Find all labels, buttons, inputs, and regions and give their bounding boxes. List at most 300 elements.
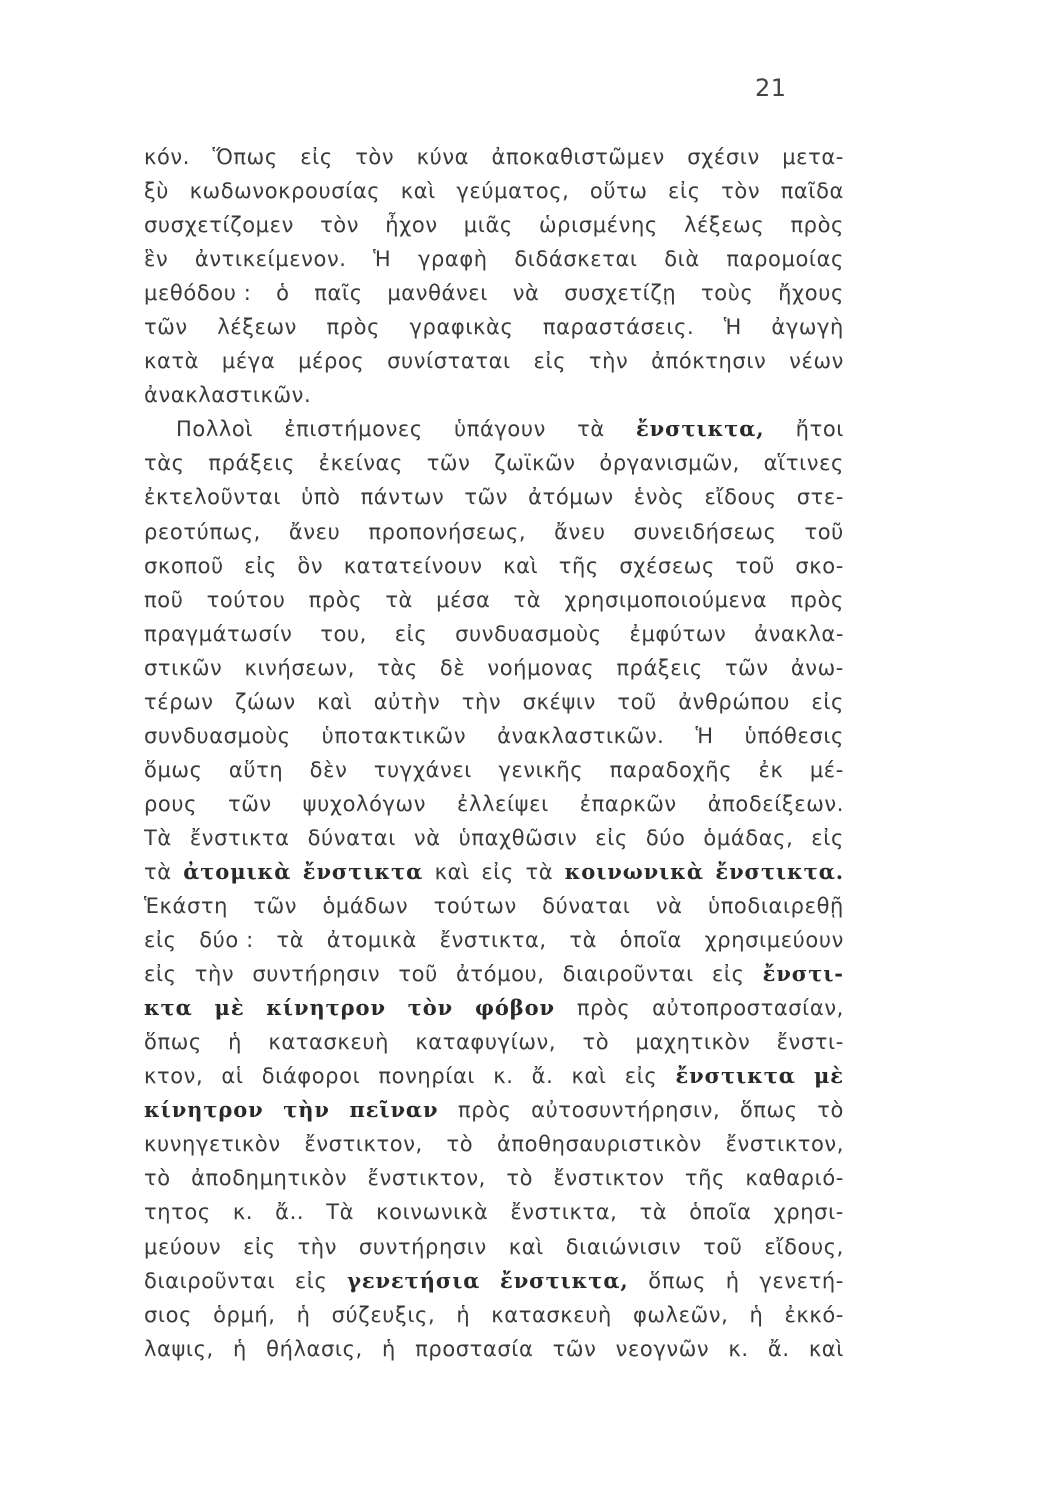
word: ὑπαχθῶσιν (458, 825, 578, 850)
word: τὰ (276, 928, 305, 953)
word: Ἡ (695, 723, 714, 748)
emphasized-word: τὸν (407, 995, 454, 1021)
word: δύο : (199, 928, 254, 953)
word: τῶν (426, 451, 471, 476)
word: καὶ (808, 1336, 844, 1361)
word: λαψις, (144, 1336, 214, 1361)
word: ἤχους (778, 281, 844, 306)
word: ἀτόμου, (455, 962, 545, 987)
emphasized-word: κίνητρον (266, 995, 386, 1021)
word: ποῦ (144, 587, 184, 612)
word: ἓν (144, 247, 169, 272)
word: εἰς (595, 825, 628, 850)
word: τὴν (297, 1234, 338, 1259)
word: τούτου (206, 587, 286, 612)
word: παρομοίας (726, 247, 844, 272)
word: χρησιμεύουν (704, 928, 844, 953)
word: τὰς (144, 451, 185, 476)
word: τὸ (817, 1098, 844, 1123)
word: τὴν (194, 962, 235, 987)
word: μαχητικὸν (635, 1030, 751, 1055)
word: ἤτοι (795, 417, 844, 442)
word: μιᾶς (463, 213, 513, 238)
word: συσχετίζομεν (144, 213, 294, 238)
word: καὶ (400, 179, 436, 204)
word: ὑπὸ (301, 485, 341, 510)
word: εἰς (243, 1234, 276, 1259)
word: ἐπιστήμονες (284, 417, 423, 442)
word: ζωϊκῶν (494, 451, 576, 476)
word: γενετή- (759, 1268, 844, 1293)
emphasized-word: ἀτομικὰ (183, 858, 292, 884)
word: παραστάσεις. (542, 315, 695, 340)
word: συνδυασμοὺς (455, 621, 602, 646)
word: κυνηγετικὸν (144, 1132, 281, 1157)
word: καὶ (508, 1234, 544, 1259)
word: συντήρησιν (252, 962, 381, 987)
word: ἀποθησαυριστικὸν (496, 1132, 702, 1157)
word: σχέσεως (619, 553, 715, 578)
text-line (144, 1127, 844, 1161)
word: καθαριό- (745, 1166, 844, 1191)
word: τὸ (506, 1166, 534, 1191)
word: μανθάνει (387, 281, 488, 306)
word: τὸ (144, 1166, 171, 1191)
word: ἐμφύτων (629, 621, 727, 646)
word: τὸν (320, 213, 360, 238)
text-line (144, 1264, 844, 1298)
word: εἰς (811, 825, 844, 850)
word: ὅπως (648, 1268, 707, 1293)
word: ἀποκαθιστῶμεν (491, 145, 665, 169)
word: δύναται (307, 825, 396, 850)
word: τοὺς (701, 281, 754, 306)
word: μέγα (221, 349, 276, 374)
word: Ἡ (373, 247, 392, 272)
word: Ἡ (723, 315, 742, 340)
word: ἀνω- (790, 655, 844, 680)
word: τῶν (724, 655, 769, 680)
word: κινήσεων, (244, 655, 356, 680)
text-line (144, 242, 844, 276)
text-line (144, 412, 844, 446)
text-line (144, 1025, 844, 1059)
word: ἐλλείψει (457, 791, 549, 816)
text-line (144, 685, 844, 719)
word: ἄ.. (275, 1200, 305, 1225)
word: εἴδους, (764, 1234, 844, 1259)
text-line (144, 549, 844, 583)
word: ἄνευ (288, 519, 341, 544)
word: τῶν (144, 315, 188, 340)
word: ἀπόκτησιν (651, 349, 767, 374)
word: κ. (232, 1200, 254, 1225)
word: νεογνῶν (615, 1336, 710, 1361)
emphasized-word: πεῖναν (349, 1097, 439, 1123)
word: καὶ (434, 859, 470, 884)
word: Τὰ (144, 825, 172, 850)
word: ρους (144, 791, 198, 816)
word: σύζευξις, (331, 1302, 436, 1327)
word: ἀποδείξεων. (707, 791, 844, 816)
word: νὰ (413, 825, 441, 850)
word: τέρων (144, 689, 214, 714)
word: εἰς (144, 928, 177, 953)
word: γραφικὰς (409, 315, 514, 340)
word: κωδωνοκρουσίας (189, 179, 381, 204)
word: ὅπως (739, 1098, 798, 1123)
word: μεύουν (144, 1234, 222, 1259)
body-text (144, 140, 844, 1366)
word: ἦχον (385, 213, 438, 238)
page-number: 21 (755, 74, 787, 102)
word: Ὅπως (212, 145, 278, 169)
text-line (144, 923, 844, 957)
emphasized-word: ἔνστικτα (675, 1063, 796, 1089)
text-line (144, 1230, 844, 1264)
emphasized-word: ἔνστικτα, (635, 416, 765, 442)
word: καὶ (571, 1064, 607, 1089)
word: δὲ (439, 655, 466, 680)
word: ἀτόμων (528, 485, 614, 510)
word: εἴδους (704, 485, 777, 510)
text-line (144, 957, 844, 991)
word: εἰς (394, 621, 428, 646)
word: εἰς (144, 962, 177, 987)
word: ἡ (296, 1302, 311, 1327)
text-line (144, 719, 844, 753)
word: τῆς (558, 553, 599, 578)
word: μέρος (298, 349, 365, 374)
word: πρὸς (458, 1098, 512, 1123)
word: ἐκ (758, 757, 784, 782)
word: ἄνευ (554, 519, 606, 544)
word: ἐκείνας (318, 451, 403, 476)
word: τῆς (684, 1166, 725, 1191)
word: ἔνστικτον, (304, 1132, 423, 1157)
word: τῶν (464, 485, 509, 510)
word: συσχετίζῃ (564, 281, 677, 306)
word: παῖς (314, 281, 363, 306)
word: νέων (789, 349, 844, 374)
word: τὰ (385, 587, 413, 612)
word: πρὸς (326, 315, 381, 340)
word: αὐτοπροστασίαν, (652, 996, 844, 1021)
word: αἱ (221, 1064, 244, 1089)
emphasized-word: ἔνστικτα, (500, 1267, 629, 1293)
word: τοῦ (617, 689, 657, 714)
word: διαιροῦνται (562, 962, 694, 987)
text-line (144, 310, 844, 344)
word: μεθόδου : (144, 281, 252, 306)
emphasized-word: τὴν (283, 1097, 330, 1123)
word: εἰς (711, 962, 745, 987)
word: ἄ. (531, 1064, 554, 1089)
word: λέξεων (217, 315, 297, 340)
word: ἡ (233, 1336, 247, 1361)
word: νὰ (512, 281, 540, 306)
emphasized-word: κίνητρον (144, 1097, 264, 1123)
word: κατασκευὴ (268, 1030, 389, 1055)
word: ὑποδιαιρεθῇ (707, 894, 844, 919)
word: συνδυασμοὺς (144, 723, 291, 748)
word: τοῦ (735, 553, 775, 578)
word: ὁποῖα (619, 928, 682, 953)
text-line (144, 617, 844, 651)
word: τὸ (582, 1030, 610, 1055)
word: πραγμάτωσίν (144, 621, 293, 646)
word: αὕτη (228, 757, 284, 782)
word: τῶν (253, 894, 298, 919)
word: χρησιμοποιούμενα (564, 587, 768, 612)
word: ὡρισμένης (538, 213, 658, 238)
word: κατὰ (144, 349, 200, 374)
word: σκέψιν (522, 689, 596, 714)
word: σχέσιν (687, 145, 760, 169)
word: σιος (144, 1302, 192, 1327)
word: μέ- (809, 757, 844, 782)
word: ἀγωγὴ (771, 315, 844, 340)
word: σκο- (795, 553, 844, 578)
word: τὰ (569, 928, 598, 953)
word: τὸν (355, 145, 395, 169)
word: ὑποτακτικῶν (321, 723, 467, 748)
word: διὰ (664, 247, 700, 272)
word: κύνα (416, 145, 470, 169)
word: θήλασις, (266, 1336, 363, 1361)
word: συνειδήσεως (633, 519, 777, 544)
word: ψυχολόγων (302, 791, 427, 816)
word: εἰς (300, 145, 333, 169)
text-line (144, 1195, 844, 1229)
word: εἰς (294, 1268, 328, 1293)
word: ρεοτύπως, (144, 519, 261, 544)
word: τοῦ (398, 962, 438, 987)
word: εἰς (668, 179, 701, 204)
word: σκοποῦ (144, 553, 224, 578)
word: τῶν (227, 791, 272, 816)
emphasized-word: ἔνστικτα. (715, 858, 844, 884)
word: τὰ (513, 587, 542, 612)
word: κόν. (144, 145, 191, 169)
word: κοινωνικὰ (376, 1200, 489, 1225)
text-line (144, 174, 844, 208)
word: διαιροῦνται (144, 1268, 276, 1293)
word: προπονήσεως, (368, 519, 527, 544)
word: τητος (144, 1200, 211, 1225)
text-line (144, 651, 844, 685)
text-line (144, 583, 844, 617)
word: εἰς (811, 689, 844, 714)
emphasized-word: μὲ (813, 1063, 844, 1089)
word: ἐπαρκῶν (579, 791, 677, 816)
text-line (144, 1161, 844, 1195)
word: τούτων (433, 894, 517, 919)
word: γεύματος, (456, 179, 570, 204)
text-line (144, 1059, 844, 1093)
emphasized-word: ἔνστικτα (302, 858, 424, 884)
word: γενικῆς (498, 757, 584, 782)
word: παραδοχῆς (609, 757, 733, 782)
word: καὶ (503, 553, 539, 578)
word: στε- (796, 485, 844, 510)
word: εἰς (244, 553, 277, 578)
word: ὑπόθεσις (744, 723, 844, 748)
text-line (144, 855, 844, 889)
word: πρὸς (308, 587, 363, 612)
word: τὸ (446, 1132, 474, 1157)
word: συνίσταται (387, 349, 511, 374)
word: πρὸς (790, 587, 844, 612)
text-line (144, 480, 844, 514)
word: φωλεῶν, (632, 1302, 729, 1327)
emphasized-word: μὲ (214, 995, 245, 1021)
word: Ἑκάστη (144, 894, 229, 919)
word: ἡ (382, 1336, 396, 1361)
text-line (144, 821, 844, 855)
word: στικῶν (144, 655, 223, 680)
word: νοήμονας (487, 655, 595, 680)
word: αὐτὴν (373, 689, 441, 714)
word: τὴν (588, 349, 629, 374)
word: εἰς (624, 1064, 658, 1089)
word: τοῦ (804, 519, 844, 544)
word: ἡ (749, 1302, 764, 1327)
word: ὁρμή, (213, 1302, 276, 1327)
word: καὶ (317, 689, 353, 714)
word: λέξεως (683, 213, 765, 238)
word: τῶν (552, 1336, 597, 1361)
word: συντήρησιν (358, 1234, 487, 1259)
word: παῖδα (780, 179, 844, 204)
word: αὐτοσυντήρησιν, (531, 1098, 721, 1123)
word: ἔνστικτα, (510, 1200, 618, 1225)
text-line (144, 378, 844, 412)
emphasized-word: φόβον (474, 995, 555, 1021)
text-line (144, 208, 844, 242)
word: ὁποῖα (689, 1200, 752, 1225)
word: καταφυγίων, (415, 1030, 557, 1055)
text-line (144, 276, 844, 310)
word: ἔνστικτον, (725, 1132, 844, 1157)
word: ἀποδημητικὸν (191, 1166, 348, 1191)
word: ὁ (276, 281, 290, 306)
word: πάντων (360, 485, 445, 510)
word: ἔνστικτα (189, 825, 290, 850)
word: ἀντικείμενον. (194, 247, 347, 272)
word: ἑνὸς (633, 485, 685, 510)
text-line (144, 889, 844, 923)
word: τὰ (639, 1200, 668, 1225)
word: διαιώνισιν (565, 1234, 682, 1259)
emphasized-word: κτα (144, 995, 193, 1021)
word: ὃν (297, 553, 324, 578)
word: ἡ (456, 1302, 471, 1327)
word: τὰς (377, 655, 418, 680)
word: ἀτομικὰ (326, 928, 417, 953)
word: οὕτω (589, 179, 648, 204)
emphasized-word: κοινωνικὰ (564, 858, 704, 884)
word: τὰ (525, 859, 554, 884)
word: μετα- (782, 145, 844, 169)
word: τὴν (461, 689, 502, 714)
text-line (144, 140, 844, 174)
text-line (144, 753, 844, 787)
word: πρὸς (576, 996, 631, 1021)
word: ὅμως (144, 757, 203, 782)
word: πράξεις (616, 655, 703, 680)
word: νὰ (655, 894, 683, 919)
word: χρησι- (773, 1200, 844, 1225)
emphasized-word: γενετήσια (347, 1267, 481, 1293)
word: τὰ (577, 417, 605, 442)
word: ἀνακλαστικῶν. (144, 383, 312, 408)
word: ἔνστικτον, (367, 1166, 486, 1191)
word: εἰς (481, 859, 514, 884)
word: ἔνστικτον (553, 1166, 665, 1191)
word: πονηρίαι (378, 1064, 476, 1089)
word: ξὺ (144, 179, 170, 204)
word: Τὰ (326, 1200, 355, 1225)
text-line (144, 1332, 844, 1366)
word: τοῦ (703, 1234, 743, 1259)
word: τὰ (144, 859, 172, 884)
word: ἀνθρώπου (678, 689, 790, 714)
text-line (144, 787, 844, 821)
word: κατατείνουν (343, 553, 483, 578)
word: ὅπως (144, 1030, 202, 1055)
word: ἔνστικτα, (439, 928, 547, 953)
word: πρὸς (790, 213, 844, 238)
word: μέσα (436, 587, 491, 612)
word: αἵτινες (763, 451, 844, 476)
word: του, (320, 621, 367, 646)
word: ἡ (725, 1268, 740, 1293)
word: ζώων (235, 689, 296, 714)
word: δύο (645, 825, 686, 850)
word: ἐκτελοῦνται (144, 485, 282, 510)
word: Πολλοὶ (176, 417, 254, 442)
word: τυγχάνει (373, 757, 472, 782)
word: προστασία (415, 1336, 534, 1361)
text-line (144, 1298, 844, 1332)
emphasized-word: ἔνστι- (762, 961, 844, 987)
word: πράξεις (208, 451, 295, 476)
word: ἀνακλαστικῶν. (497, 723, 665, 748)
word: ἐκκό- (784, 1302, 844, 1327)
word: ἡ (228, 1030, 243, 1055)
word: ἄ. (767, 1336, 790, 1361)
word: γραφὴ (417, 247, 488, 272)
word: ὁμάδων (322, 894, 409, 919)
word: διάφοροι (261, 1064, 361, 1089)
text-line (144, 446, 844, 480)
word: ὁμάδας, (703, 825, 794, 850)
word: κ. (493, 1064, 514, 1089)
word: ἔνστι- (776, 1030, 844, 1055)
word: εἰς (533, 349, 567, 374)
word: τὸν (721, 179, 761, 204)
word: ἀνακλα- (754, 621, 844, 646)
text-line (144, 991, 844, 1025)
text-line (144, 344, 844, 378)
word: ὀργανισμῶν, (599, 451, 740, 476)
text-line (144, 515, 844, 549)
word: δύναται (542, 894, 631, 919)
word: κτον, (144, 1064, 204, 1089)
word: κ. (728, 1336, 749, 1361)
text-line (144, 1093, 844, 1127)
